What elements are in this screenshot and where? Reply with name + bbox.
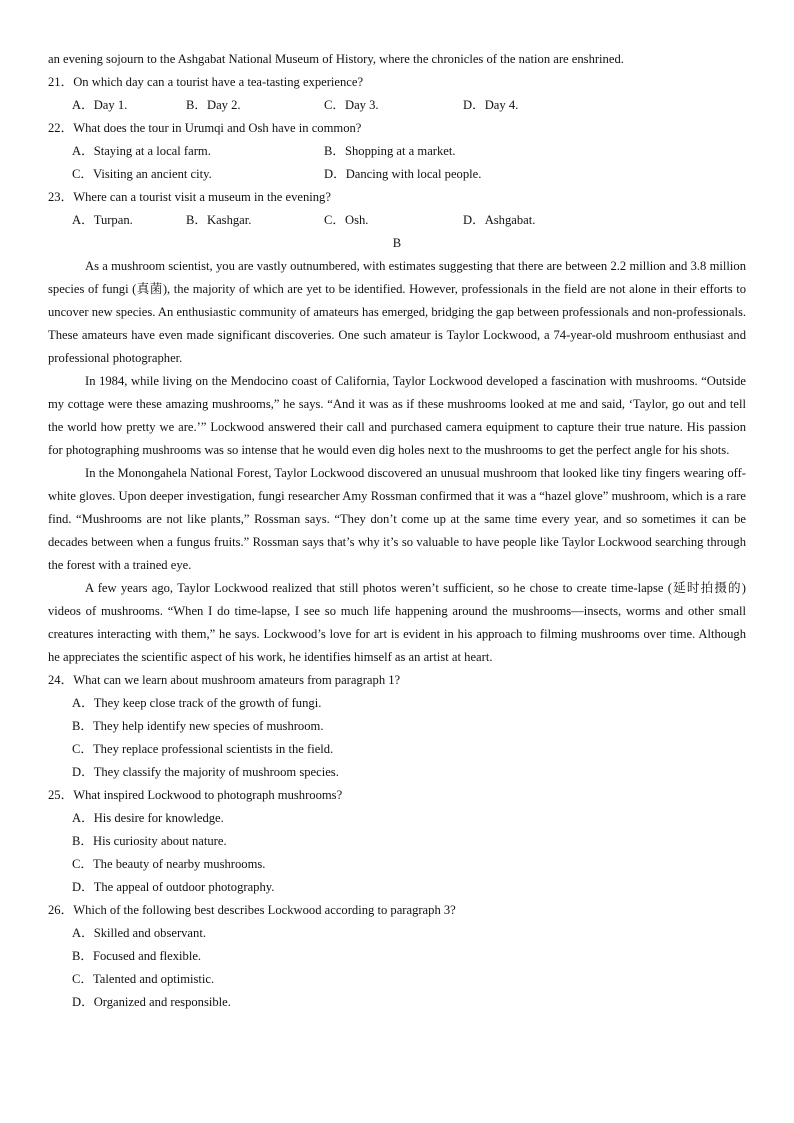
option-a: A．They keep close track of the growth of fungi. [72, 696, 322, 710]
option-d: D．They classify the majority of mushroom species. [72, 765, 339, 779]
option-c: C．Visiting an ancient city. [72, 167, 212, 181]
question-stem: 24．What can we learn about mushroom amateurs from paragraph 1? [48, 673, 401, 687]
option-b: B．His curiosity about nature. [72, 834, 227, 848]
option-a: A．Turpan. [72, 213, 133, 227]
question-stem: 22．What does the tour in Urumqi and Osh have in common? [48, 121, 362, 135]
options-row [48, 163, 746, 186]
option-c: C．Talented and optimistic. [72, 972, 215, 986]
option-d: D．The appeal of outdoor photography. [72, 880, 275, 894]
question-21 [48, 71, 746, 117]
options-row [48, 94, 746, 117]
question-26 [48, 899, 746, 1014]
question-23 [48, 186, 746, 232]
option-b: B．Focused and flexible. [72, 949, 202, 963]
option-b: B．Shopping at a market. [324, 144, 456, 158]
options-row [48, 209, 746, 232]
option-c: C．The beauty of nearby mushrooms. [72, 857, 266, 871]
question-stem: 26．Which of the following best describes Lockwood according to paragraph 3? [48, 903, 456, 917]
option-a: A．Day 1. [72, 98, 128, 112]
option-d: D．Ashgabat. [463, 213, 536, 227]
question-24 [48, 669, 746, 784]
exam-page [48, 48, 746, 1014]
passage-paragraph-1: As a mushroom scientist, you are vastly outnumbered, with estimates suggesting that there are between 2.2 million and 3.8 million species of fungi (真菌), the majority of which are yet to be identified. However, professionals in the field are not alone in their efforts to uncover new species. An enthusiastic community of amateurs has emerged, bridging the gap between professionals and non-professionals. These amateurs have even made significant discoveries. One such amateur is Taylor Lockwood, a 74-year-old mushroom enthusiast and professional photographer. [48, 259, 746, 365]
reading-passage [48, 255, 746, 669]
passage-paragraph-4: A few years ago, Taylor Lockwood realized that still photos weren’t sufficient, so he chose to create time-lapse (延时拍摄的) videos of mushrooms. “When I do time-lapse, I see so much life happening around the mushrooms—insects, worms and other small creatures interacting with them,” he says. Lockwood’s love for art is evident in his approach to filming mushrooms over time. Although he appreciates the scientific aspect of his work, he identifies himself as an artist at heart. [48, 581, 746, 664]
option-d: D．Organized and responsible. [72, 995, 231, 1009]
passage-paragraph-3: In the Monongahela National Forest, Taylor Lockwood discovered an unusual mushroom that looked like tiny fingers wearing off-white gloves. Upon deeper investigation, fungi researcher Amy Rossman confirmed that it was a “hazel glove” mushroom, which is a rare find. “Mushrooms are not like plants,” Rossman says. “They don’t come up at the same time every year, and so sometimes it can be decades between when a fungus fruits.” Rossman says that’s why it’s so valuable to have people like Taylor Lockwood searching through the forest with a trained eye. [48, 466, 746, 572]
option-a: A．Staying at a local farm. [72, 144, 211, 158]
options-row [48, 140, 746, 163]
intro-line: an evening sojourn to the Ashgabat National Museum of History, where the chronicles of the nation are enshrined. [48, 52, 624, 66]
option-b: B．They help identify new species of mushroom. [72, 719, 324, 733]
question-stem: 21．On which day can a tourist have a tea-tasting experience? [48, 75, 364, 89]
option-d: D．Day 4. [463, 98, 519, 112]
question-25 [48, 784, 746, 899]
option-b: B．Kashgar. [186, 213, 252, 227]
option-d: D．Dancing with local people. [324, 167, 482, 181]
section-heading-b: B [392, 236, 402, 250]
option-c: C．They replace professional scientists in the field. [72, 742, 334, 756]
option-a: A．His desire for knowledge. [72, 811, 224, 825]
question-22 [48, 117, 746, 186]
option-c: C．Day 3. [324, 98, 379, 112]
option-c: C．Osh. [324, 213, 369, 227]
option-a: A．Skilled and observant. [72, 926, 206, 940]
passage-paragraph-2: In 1984, while living on the Mendocino coast of California, Taylor Lockwood developed a fascination with mushrooms. “Outside my cottage were these amazing mushrooms,” he says. “And it was as if these mushrooms looked at me and said, ‘Taylor, go out and tell the world how pretty we are.’” Lockwood answered their call and purchased camera equipment to capture their true nature. His passion for photographing mushrooms was so intense that he would even dig holes next to the mushrooms to get the perfect angle for his shots. [48, 374, 746, 457]
question-stem: 23．Where can a tourist visit a museum in the evening? [48, 190, 331, 204]
option-b: B．Day 2. [186, 98, 241, 112]
question-stem: 25．What inspired Lockwood to photograph mushrooms? [48, 788, 343, 802]
